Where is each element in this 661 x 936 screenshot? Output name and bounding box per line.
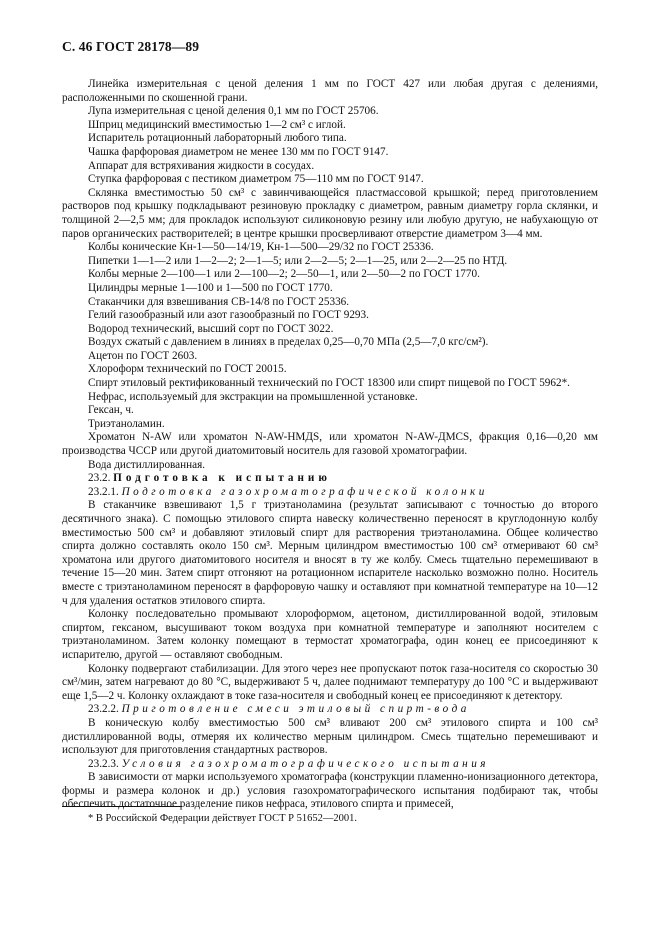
subsection-heading-23-2-1 — [62, 486, 598, 500]
paragraph: В зависимости от марки используемого хроматографа (конструкции пламенно-ионизационного детектора, формы и размера колонок и др.) условия газохроматографического испытания подбирают так, чтобы обеспечить достаточное разделение пиков нефраса, этилового спирта и примесей, — [62, 771, 598, 811]
paragraph: Ацетон по ГОСТ 2603. — [88, 349, 198, 362]
paragraph: Цилиндры мерные 1—100 и 1—500 по ГОСТ 1770. — [88, 281, 333, 294]
paragraph: Хлороформ технический по ГОСТ 20015. — [88, 363, 287, 376]
paragraph: Линейка измерительная с ценой деления 1 мм по ГОСТ 427 или любая другая с делениями, расположенными по скошенной грани. — [62, 78, 598, 104]
section-title: Условия газохроматографического испытания — [121, 757, 490, 770]
paragraph: Пипетки 1—1—2 или 1—2—2; 2—1—5; или 2—2—5; 2—1—25, или 2—2—25 по НТД. — [88, 254, 508, 267]
page-header: С. 46 ГОСТ 28178—89 — [62, 39, 200, 54]
paragraph: Аппарат для встряхивания жидкости в сосудах. — [88, 159, 315, 172]
subsection-heading-23-2-3 — [62, 758, 598, 772]
section-title: Подготовка к испытанию — [113, 472, 331, 485]
paragraph: Спирт этиловый ректификованный технический по ГОСТ 18300 или спирт пищевой по ГОСТ 5962*. — [88, 377, 570, 390]
paragraph: Водород технический, высший сорт по ГОСТ 3022. — [88, 322, 334, 335]
footnote-divider — [62, 806, 182, 807]
subsection-heading-23-2-2 — [62, 703, 598, 717]
paragraph: Воздух сжатый с давлением в линиях в пределах 0,25—0,70 МПа (2,5—7,0 кгс/см²). — [88, 336, 489, 349]
paragraph: Гексан, ч. — [88, 404, 134, 417]
document-body — [62, 78, 598, 812]
paragraph: Колбы мерные 2—100—1 или 2—100—2; 2—50—1, или 2—50—2 по ГОСТ 1770. — [88, 268, 480, 281]
paragraph: Испаритель ротационный лабораторный любого типа. — [88, 132, 347, 145]
section-number: 23.2.2. — [88, 703, 119, 716]
section-title: Приготовление смеси этиловый спирт-вода — [121, 703, 470, 716]
paragraph: Триэтаноламин. — [88, 417, 165, 430]
paragraph: Гелий газообразный или азот газообразный по ГОСТ 9293. — [88, 309, 369, 322]
paragraph: Нефрас, используемый для экстракции на промышленной установке. — [88, 390, 418, 403]
equipment-list — [62, 78, 598, 472]
paragraph: Склянка вместимостью 50 см³ с завинчивающейся пластмассовой крышкой; перед приготовлением растворов под крышку подкладывают резиновую прокладку с диаметром, равным диаметру горла склянки, и толщиной 2—2,5 мм; для прокладок используют силиконовую резину или любую другую, не набухающую от паров органических растворителей; в центре крышки просверливают отверстие диаметром 3—4 мм. — [62, 186, 598, 240]
paragraph: Ступка фарфоровая с пестиком диаметром 75—110 мм по ГОСТ 9147. — [88, 173, 424, 186]
footnote: * В Российской Федерации действует ГОСТ Р 51652—2001. — [88, 813, 357, 824]
paragraph: Чашка фарфоровая диаметром не менее 130 мм по ГОСТ 9147. — [88, 145, 389, 158]
section-number: 23.2. — [88, 472, 111, 485]
paragraph: Колбы конические Кн-1—50—14/19, Кн-1—500—29/32 по ГОСТ 25336. — [88, 241, 434, 254]
paragraph: Колонку последовательно промывают хлороформом, ацетоном, дистиллированной водой, этиловым спиртом, гексаном, высушивают током воздуха при комнатной температуре и заполняют носителем с триэтаноламином. Затем колонку помещают в термостат хроматографа, один конец ее присоединяют к испарителю, другой — оставляют свободным. — [62, 608, 598, 661]
section-title: Подготовка газохроматографической колонки — [121, 485, 488, 498]
paragraph: В коническую колбу вместимостью 500 см³ вливают 200 см³ этилового спирта и 100 см³ дистиллированной воды, отмеряя их количество мерным цилиндром. Смесь тщательно перемешивают и используют для приготовления стандартных растворов. — [62, 716, 598, 757]
section-number: 23.2.3. — [88, 757, 119, 770]
paragraph: Шприц медицинский вместимостью 1—2 см³ с иглой. — [88, 118, 346, 131]
paragraph: В стаканчике взвешивают 1,5 г триэтаноламина (результат записывают с точностью до второго десятичного знака). С помощью этилового спирта навеску количественно переносят в круглодонную колбу вместимостью 500 см³ и добавляют этиловый спирт для растворения триэтаноламина. Общее количество спирта должно составлять около 150 см³. Мерным цилиндром вместимостью 100 см³ отмеривают 60 см³ хроматона или другого диатомитового носителя и вносят в ту же колбу. Смесь тщательно перемешивают в течение 15—20 мин. Затем спирт отгоняют на ротационном испарителе насколько возможно полно. Носитель вместе с триэтаноламином переносят в фарфоровую чашку и оставляют при комнатной температуре на 10—12 ч для удаления остатков этилового спирта. — [62, 499, 598, 607]
paragraph: Стаканчики для взвешивания СВ-14/8 по ГОСТ 25336. — [88, 295, 350, 308]
paragraph: Лупа измерительная с ценой деления 0,1 мм по ГОСТ 25706. — [88, 105, 379, 118]
paragraph: Хроматон N-AW или хроматон N-AW-HMДS, или хроматон N-AW-ДМCS, фракция 0,16—0,20 мм производства ЧССР или другой диатомитовый носитель для газовой хроматографии. — [62, 431, 598, 458]
section-number: 23.2.1. — [88, 485, 119, 498]
section-heading-23-2 — [62, 472, 598, 486]
paragraph: Вода дистиллированная. — [88, 458, 206, 471]
paragraph: Колонку подвергают стабилизации. Для этого через нее пропускают поток газа-носителя со скоростью 30 см³/мин, затем нагревают до 80 °С, выдерживают 5 ч, далее поднимают температуру до 100 °С и выдерживают еще 1,5—2 ч. Колонку охлаждают в токе газа-носителя и свободный конец ее присоединяют к детектору. — [62, 662, 598, 702]
